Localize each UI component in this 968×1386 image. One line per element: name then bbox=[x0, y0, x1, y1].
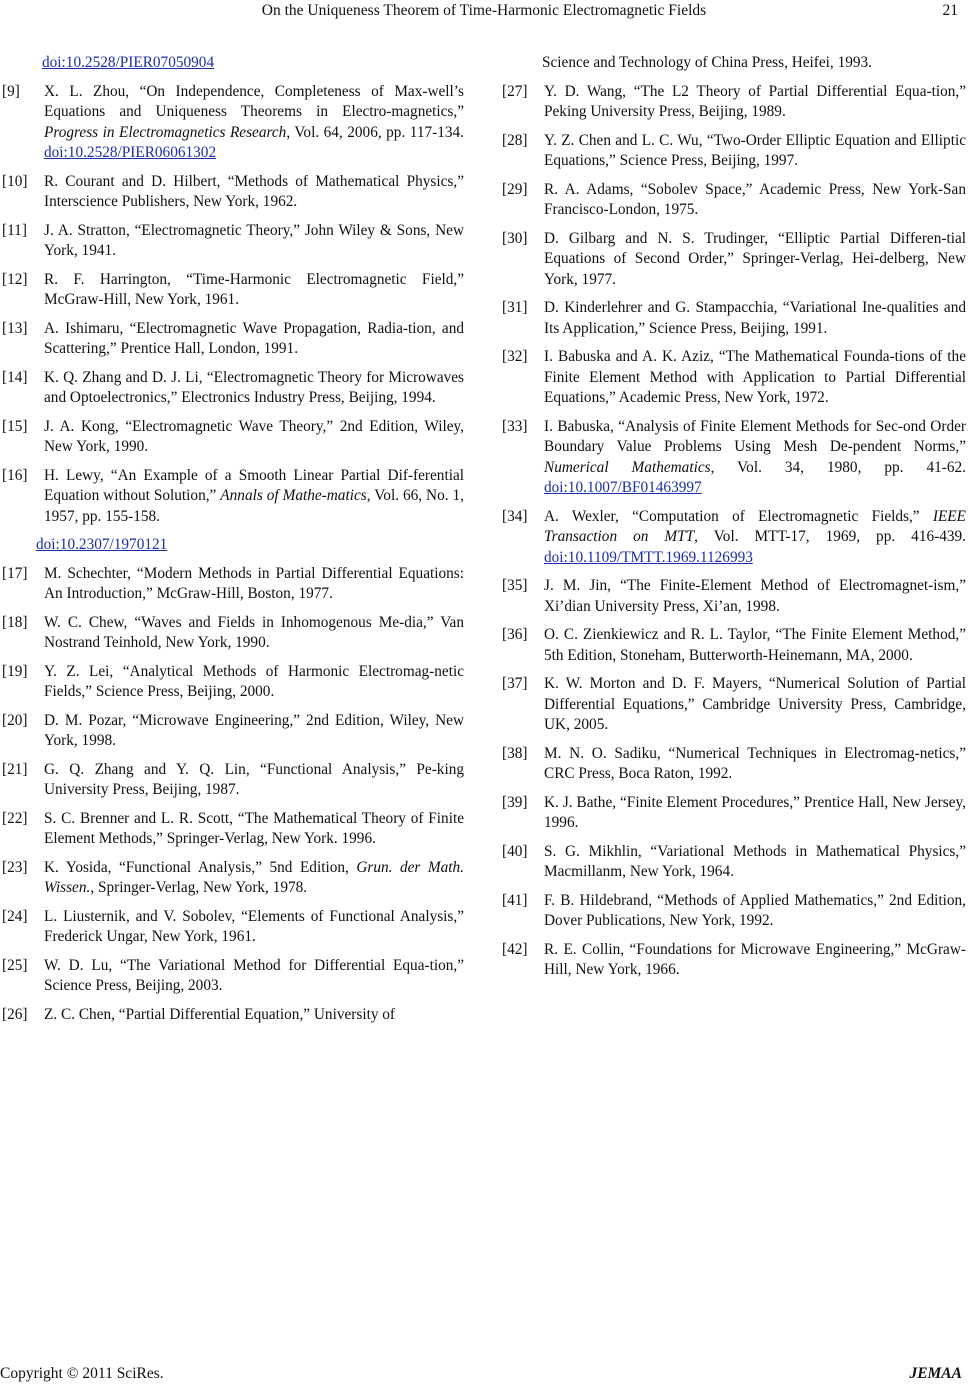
reference-number: [23] bbox=[2, 858, 28, 876]
reference-item bbox=[500, 507, 966, 569]
reference-number: [36] bbox=[502, 626, 528, 643]
reference-item bbox=[0, 662, 464, 703]
reference-text: Z. C. Chen, “Partial Differential Equation,” University of bbox=[44, 1005, 396, 1023]
reference-number: [15] bbox=[2, 417, 28, 435]
reference-number: [21] bbox=[2, 760, 28, 778]
reference-item bbox=[0, 270, 464, 311]
reference-item bbox=[0, 319, 464, 360]
reference-text: J. A. Stratton, “Electromagnetic Theory,” John Wiley & Sons, New York, 1941. bbox=[44, 221, 464, 259]
reference-number: [18] bbox=[2, 613, 28, 631]
reference-item bbox=[0, 956, 464, 997]
reference-number: [17] bbox=[2, 564, 28, 582]
reference-item bbox=[500, 82, 966, 123]
reference-text: F. B. Hildebrand, “Methods of Applied Mathematics,” 2nd Edition, Dover Publications, New York, 1992. bbox=[544, 891, 966, 929]
reference-number: [33] bbox=[502, 417, 528, 435]
reference-number: [30] bbox=[502, 229, 528, 247]
reference-number: [42] bbox=[502, 940, 528, 958]
doi-line bbox=[0, 53, 464, 74]
reference-item bbox=[500, 842, 966, 883]
reference-number: [10] bbox=[2, 172, 28, 190]
reference-item bbox=[0, 907, 464, 948]
reference-source: Annals of Mathe-matics bbox=[220, 487, 367, 504]
reference-number: [35] bbox=[502, 577, 528, 594]
reference-source: IEEE Transaction on MTT bbox=[544, 507, 966, 545]
reference-text: K. Yosida, “Functional Analysis,” 5nd Edition, bbox=[44, 858, 357, 876]
reference-number: [14] bbox=[2, 368, 28, 386]
reference-text: S. C. Brenner and L. R. Scott, “The Mathematical Theory of Finite Element Methods,” Springer-Verlag, New York. 1996. bbox=[44, 809, 464, 847]
reference-text: R. F. Harrington, “Time-Harmonic Electromagnetic Field,” McGraw-Hill, New York, 1961. bbox=[44, 270, 464, 308]
reference-details: , Vol. MTT-17, 1969, pp. 416-439. bbox=[694, 528, 966, 545]
reference-text: K. W. Morton and D. F. Mayers, “Numerical Solution of Partial Differential Equations,” Cambridge University Press, Cambridge, UK, 2005. bbox=[544, 675, 966, 733]
reference-text: I. Babuska, “Analysis of Finite Element Methods for Sec-ond Order Boundary Value Problems Using Mesh De-pendent Norms,” bbox=[544, 417, 966, 455]
reference-number: [38] bbox=[502, 744, 528, 762]
reference-list-left-2 bbox=[0, 564, 464, 1026]
reference-number: [37] bbox=[502, 675, 528, 692]
reference-item bbox=[500, 940, 966, 981]
reference-text: O. C. Zienkiewicz and R. L. Taylor, “The Finite Element Method,” 5th Edition, Stoneham, Butterworth-Heinemann, MA, 2000. bbox=[544, 626, 966, 664]
reference-item bbox=[500, 417, 966, 499]
reference-number: [16] bbox=[2, 466, 28, 484]
reference-item bbox=[0, 613, 464, 654]
reference-item bbox=[0, 564, 464, 605]
page-header bbox=[0, 0, 968, 22]
reference-number: [41] bbox=[502, 891, 528, 909]
reference-text: L. Liusternik, and V. Sobolev, “Elements of Functional Analysis,” Frederick Ungar, New York, 1961. bbox=[44, 907, 464, 945]
reference-number: [9] bbox=[2, 82, 20, 100]
reference-text: K. Q. Zhang and D. J. Li, “Electromagnetic Theory for Microwaves and Optoelectronics,” Electronics Industry Press, Beijing, 1994. bbox=[44, 368, 464, 406]
reference-number: [26] bbox=[2, 1005, 28, 1023]
reference-item bbox=[0, 858, 464, 899]
reference-continuation: Science and Technology of China Press, Heifei, 1993. bbox=[542, 54, 873, 71]
right-column bbox=[500, 53, 966, 989]
reference-item bbox=[0, 1005, 464, 1026]
reference-text: R. E. Collin, “Foundations for Microwave Engineering,” McGraw-Hill, New York, 1966. bbox=[544, 940, 966, 978]
reference-item bbox=[500, 229, 966, 291]
page-number: 21 bbox=[942, 2, 958, 19]
reference-text: K. J. Bathe, “Finite Element Procedures,” Prentice Hall, New Jersey, 1996. bbox=[544, 793, 966, 831]
reference-text: W. C. Chew, “Waves and Fields in Inhomogenous Me-dia,” Van Nostrand Teinhold, New York, 1990. bbox=[44, 613, 464, 651]
reference-text: R. A. Adams, “Sobolev Space,” Academic Press, New York-San Francisco-London, 1975. bbox=[544, 180, 966, 218]
reference-number: [29] bbox=[502, 180, 528, 198]
reference-text: D. M. Pozar, “Microwave Engineering,” 2nd Edition, Wiley, New York, 1998. bbox=[44, 711, 464, 749]
reference-item bbox=[0, 711, 464, 752]
reference-details: , Vol. 64, 2006, pp. 117-134. bbox=[286, 123, 465, 141]
left-column bbox=[0, 53, 464, 1033]
reference-item bbox=[500, 793, 966, 834]
reference-list-left-1 bbox=[0, 82, 464, 528]
reference-item bbox=[500, 180, 966, 221]
reference-number: [32] bbox=[502, 348, 528, 365]
reference-item bbox=[0, 172, 464, 213]
reference-item bbox=[0, 809, 464, 850]
copyright-notice: Copyright © 2011 SciRes. bbox=[0, 1365, 164, 1382]
reference-text: D. Gilbarg and N. S. Trudinger, “Elliptic Partial Differen-tial Equations of Second Order,” Springer-Verlag, Hei-delberg, New York, 1977. bbox=[544, 229, 966, 288]
reference-item bbox=[0, 760, 464, 801]
doi-link[interactable]: doi:10.1007/BF01463997 bbox=[544, 479, 702, 496]
reference-number: [28] bbox=[502, 131, 528, 149]
reference-item bbox=[0, 368, 464, 409]
reference-text: J. M. Jin, “The Finite-Element Method of Electromagnet-ism,” Xi’dian University Press, Xi’an, 1998. bbox=[544, 577, 966, 615]
reference-text: S. G. Mikhlin, “Variational Methods in Mathematical Physics,” Macmillanm, New York, 1964. bbox=[544, 842, 966, 880]
reference-text: J. A. Kong, “Electromagnetic Wave Theory,” 2nd Edition, Wiley, New York, 1990. bbox=[44, 417, 464, 455]
reference-list-right bbox=[500, 82, 966, 981]
reference-number: [13] bbox=[2, 319, 28, 337]
reference-text: G. Q. Zhang and Y. Q. Lin, “Functional Analysis,” Pe-king University Press, Beijing, 1987. bbox=[44, 760, 464, 798]
reference-text: I. Babuska and A. K. Aziz, “The Mathematical Founda-tions of the Finite Element Method with Application to Partial Differential Equations,” Academic Press, New York, 1972. bbox=[544, 348, 966, 406]
reference-item bbox=[500, 576, 966, 617]
reference-text: R. Courant and D. Hilbert, “Methods of Mathematical Physics,” Interscience Publishers, New York, 1962. bbox=[44, 172, 464, 210]
reference-number: [34] bbox=[502, 507, 528, 525]
reference-item bbox=[500, 131, 966, 172]
reference-number: [27] bbox=[502, 82, 528, 100]
doi-line bbox=[0, 535, 464, 556]
reference-item bbox=[500, 744, 966, 785]
running-title: On the Uniqueness Theorem of Time-Harmonic Electromagnetic Fields bbox=[261, 2, 707, 19]
reference-text: H. Lewy, “An Example of a Smooth Linear Partial Dif-ferential Equation without Solution,” bbox=[44, 466, 464, 504]
doi-link[interactable]: doi:10.2528/PIER06061302 bbox=[44, 144, 217, 161]
reference-text: X. L. Zhou, “On Independence, Completeness of Max-well’s Equations and Uniqueness Theorems in Electro-magnetics,” bbox=[44, 82, 464, 120]
reference-item bbox=[500, 674, 966, 736]
reference-item bbox=[500, 891, 966, 932]
reference-text: D. Kinderlehrer and G. Stampacchia, “Variational Ine-qualities and Its Application,” Science Press, Beijing, 1991. bbox=[544, 299, 966, 337]
reference-text: M. N. O. Sadiku, “Numerical Techniques in Electromag-netics,” CRC Press, Boca Raton, 1992. bbox=[544, 744, 966, 782]
reference-item bbox=[0, 82, 464, 164]
doi-link[interactable]: doi:10.2528/PIER07050904 bbox=[42, 54, 215, 71]
doi-link[interactable]: doi:10.1109/TMTT.1969.1126993 bbox=[544, 548, 753, 566]
reference-source: Progress in Electromagnetics Research bbox=[44, 123, 287, 141]
reference-number: [19] bbox=[2, 662, 28, 680]
reference-number: [12] bbox=[2, 270, 28, 288]
reference-number: [25] bbox=[2, 956, 28, 974]
reference-text: A. Wexler, “Computation of Electromagnetic Fields,” bbox=[544, 507, 933, 525]
reference-item bbox=[0, 221, 464, 262]
reference-item bbox=[500, 625, 966, 666]
page-footer bbox=[0, 1362, 968, 1386]
reference-number: [22] bbox=[2, 809, 28, 827]
reference-number: [20] bbox=[2, 711, 28, 729]
reference-item bbox=[0, 417, 464, 458]
reference-number: [31] bbox=[502, 299, 528, 316]
reference-item bbox=[0, 466, 464, 528]
reference-source: Numerical Mathematics bbox=[544, 458, 711, 476]
reference-text: M. Schechter, “Modern Methods in Partial Differential Equations: An Introduction,” McGraw-Hill, Boston, 1977. bbox=[44, 564, 464, 602]
journal-name: JEMAA bbox=[909, 1365, 962, 1382]
reference-text: Y. D. Wang, “The L2 Theory of Partial Differential Equa-tion,” Peking University Press, Beijing, 1989. bbox=[544, 82, 966, 120]
reference-number: [24] bbox=[2, 907, 28, 925]
reference-number: [11] bbox=[2, 221, 27, 239]
reference-details: , Vol. 66, No. 1, 1957, pp. 155-158. bbox=[44, 487, 464, 525]
reference-text: A. Ishimaru, “Electromagnetic Wave Propagation, Radia-tion, and Scattering,” Prentice Hall, London, 1991. bbox=[44, 319, 464, 357]
reference-item bbox=[500, 347, 966, 409]
reference-item bbox=[500, 298, 966, 339]
reference-text: W. D. Lu, “The Variational Method for Differential Equa-tion,” Science Press, Beijing, 2003. bbox=[44, 956, 464, 994]
reference-details: , Springer-Verlag, New York, 1978. bbox=[90, 879, 308, 896]
reference-source: Grun. der Math. Wissen. bbox=[44, 858, 464, 896]
reference-text: Y. Z. Lei, “Analytical Methods of Harmonic Electromag-netic Fields,” Science Press, Beijing, 2000. bbox=[44, 662, 464, 700]
doi-link[interactable]: doi:10.2307/1970121 bbox=[36, 536, 168, 553]
reference-text: Y. Z. Chen and L. C. Wu, “Two-Order Elliptic Equation and Elliptic Equations,” Science Press, Beijing, 1997. bbox=[544, 131, 966, 169]
reference-number: [40] bbox=[502, 842, 528, 860]
reference-details: , Vol. 34, 1980, pp. 41-62. bbox=[710, 458, 966, 476]
reference-number: [39] bbox=[502, 793, 528, 811]
